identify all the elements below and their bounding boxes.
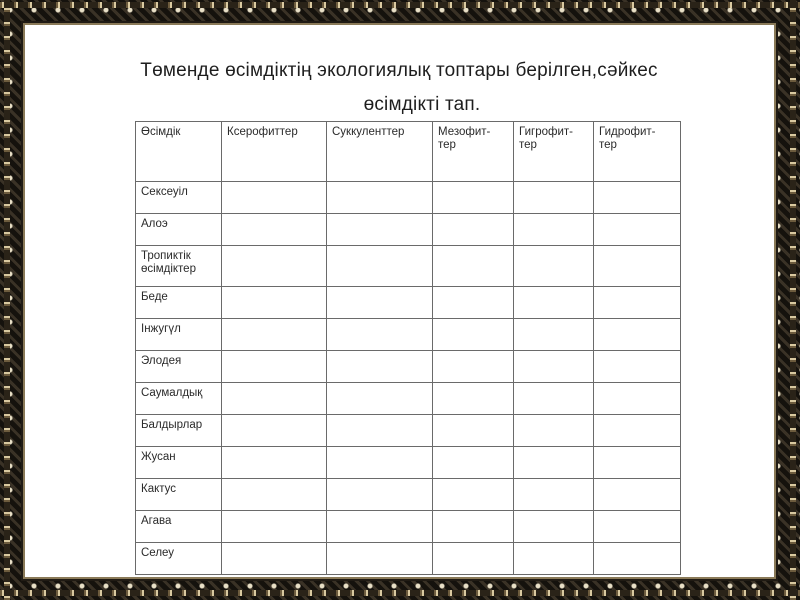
- answer-cell[interactable]: [594, 319, 681, 351]
- answer-cell[interactable]: [222, 447, 327, 479]
- table-row: [136, 543, 681, 575]
- slide-title-line1: Төменде өсімдіктің экологиялық топтары берілген,сәйкес: [140, 60, 658, 81]
- answer-cell[interactable]: [433, 543, 514, 575]
- answer-cell[interactable]: [222, 383, 327, 415]
- answer-cell[interactable]: [594, 214, 681, 246]
- answer-cell[interactable]: [433, 214, 514, 246]
- header-hygrophytes: Гигрофит- тер: [514, 122, 594, 182]
- answer-cell[interactable]: [222, 319, 327, 351]
- plant-name-cell: Кактус: [136, 479, 222, 511]
- answer-cell[interactable]: [594, 543, 681, 575]
- answer-cell[interactable]: [594, 447, 681, 479]
- table-row: [136, 351, 681, 383]
- answer-cell[interactable]: [594, 511, 681, 543]
- answer-cell[interactable]: [433, 447, 514, 479]
- answer-cell[interactable]: [327, 511, 433, 543]
- answer-cell[interactable]: [514, 383, 594, 415]
- answer-cell[interactable]: [433, 511, 514, 543]
- header-xerophytes: Ксерофиттер: [222, 122, 327, 182]
- answer-cell[interactable]: [514, 511, 594, 543]
- answer-cell[interactable]: [433, 479, 514, 511]
- table-row: [136, 447, 681, 479]
- answer-cell[interactable]: [594, 182, 681, 214]
- frame-border-right: [790, 0, 796, 600]
- answer-cell[interactable]: [433, 383, 514, 415]
- slide-title-line2: өсімдікті тап.: [363, 94, 481, 115]
- table-row: [136, 383, 681, 415]
- header-plant: Өсімдік: [136, 122, 222, 182]
- answer-cell[interactable]: [594, 246, 681, 287]
- answer-cell[interactable]: [222, 351, 327, 383]
- answer-cell[interactable]: [433, 319, 514, 351]
- answer-cell[interactable]: [327, 415, 433, 447]
- answer-cell[interactable]: [514, 351, 594, 383]
- table-row: [136, 511, 681, 543]
- table-row: [136, 182, 681, 214]
- answer-cell[interactable]: [433, 351, 514, 383]
- answer-cell[interactable]: [327, 479, 433, 511]
- answer-cell[interactable]: [222, 182, 327, 214]
- table-row: [136, 479, 681, 511]
- table-row: [136, 246, 681, 287]
- plant-name-cell: Балдырлар: [136, 415, 222, 447]
- answer-cell[interactable]: [222, 415, 327, 447]
- answer-cell[interactable]: [433, 415, 514, 447]
- answer-cell[interactable]: [327, 246, 433, 287]
- answer-cell[interactable]: [514, 415, 594, 447]
- answer-cell[interactable]: [327, 383, 433, 415]
- frame-border-bottom: [0, 590, 800, 596]
- answer-cell[interactable]: [514, 246, 594, 287]
- answer-cell[interactable]: [514, 214, 594, 246]
- plant-name-cell: Інжугүл: [136, 319, 222, 351]
- plant-name-cell: Тропиктік өсімдіктер: [136, 246, 222, 287]
- answer-cell[interactable]: [327, 287, 433, 319]
- answer-cell[interactable]: [222, 246, 327, 287]
- answer-cell[interactable]: [514, 447, 594, 479]
- answer-cell[interactable]: [514, 182, 594, 214]
- answer-cell[interactable]: [433, 287, 514, 319]
- plant-name-cell: Алоэ: [136, 214, 222, 246]
- answer-cell[interactable]: [433, 246, 514, 287]
- answer-cell[interactable]: [222, 214, 327, 246]
- table-header-row: [136, 122, 681, 182]
- answer-cell[interactable]: [514, 319, 594, 351]
- answer-cell[interactable]: [327, 214, 433, 246]
- table-row: [136, 214, 681, 246]
- answer-cell[interactable]: [327, 447, 433, 479]
- answer-cell[interactable]: [327, 543, 433, 575]
- plant-name-cell: Селеу: [136, 543, 222, 575]
- plant-groups-table: [135, 121, 681, 575]
- answer-cell[interactable]: [594, 351, 681, 383]
- plant-name-cell: Агава: [136, 511, 222, 543]
- header-hydrophytes: Гидрофит- тер: [594, 122, 681, 182]
- plant-name-cell: Элодея: [136, 351, 222, 383]
- frame-border-left: [4, 0, 10, 600]
- answer-cell[interactable]: [222, 479, 327, 511]
- answer-cell[interactable]: [433, 182, 514, 214]
- answer-cell[interactable]: [594, 287, 681, 319]
- frame-border-top: [0, 2, 800, 8]
- answer-cell[interactable]: [514, 287, 594, 319]
- answer-cell[interactable]: [327, 182, 433, 214]
- plant-name-cell: Беде: [136, 287, 222, 319]
- answer-cell[interactable]: [514, 479, 594, 511]
- answer-cell[interactable]: [594, 479, 681, 511]
- header-succulents: Суккуленттер: [327, 122, 433, 182]
- answer-cell[interactable]: [222, 543, 327, 575]
- answer-cell[interactable]: [594, 383, 681, 415]
- answer-cell[interactable]: [594, 415, 681, 447]
- answer-cell[interactable]: [222, 511, 327, 543]
- table-row: [136, 319, 681, 351]
- header-mesophytes: Мезофит- тер: [433, 122, 514, 182]
- plant-name-cell: Сексеуіл: [136, 182, 222, 214]
- answer-cell[interactable]: [222, 287, 327, 319]
- answer-cell[interactable]: [327, 319, 433, 351]
- answer-cell[interactable]: [327, 351, 433, 383]
- table-row: [136, 415, 681, 447]
- answer-cell[interactable]: [514, 543, 594, 575]
- plant-name-cell: Жусан: [136, 447, 222, 479]
- plant-name-cell: Саумалдық: [136, 383, 222, 415]
- table-row: [136, 287, 681, 319]
